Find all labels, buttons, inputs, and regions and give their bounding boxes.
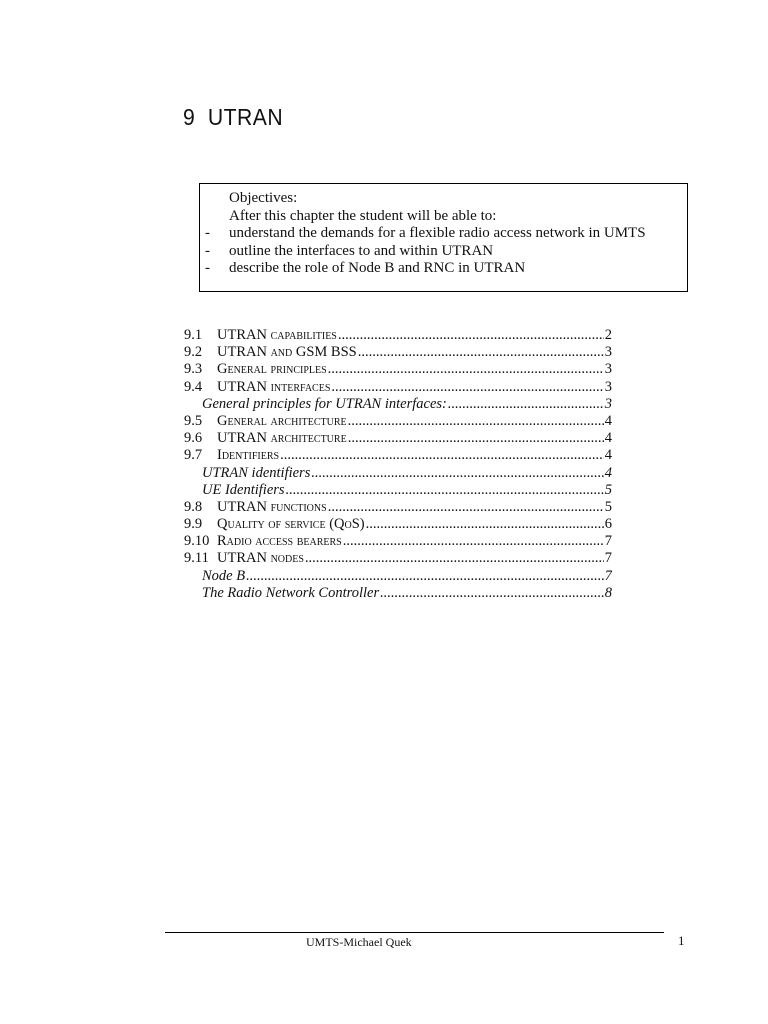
toc-entry[interactable] [184,413,612,430]
toc-entry[interactable] [184,568,612,585]
objectives-intro-line [200,208,687,226]
objectives-heading-line [200,190,687,208]
toc-entry-label: The Radio Network Controller [202,584,380,601]
toc-leader-dots [358,344,604,361]
toc-entry[interactable] [184,327,612,344]
toc-entry[interactable] [184,344,612,361]
toc-entry-page: 4 [604,447,612,464]
toc-entry[interactable] [184,499,612,516]
objectives-heading: Objectives: [229,190,298,206]
toc-entry-page: 5 [604,498,612,515]
footer-author: UMTS-Michael Quek [306,935,412,949]
toc-entry-label: UTRAN architecture [217,430,347,447]
toc-entry-number: 9.8 [184,498,203,515]
toc-entry-page: 5 [604,481,612,498]
toc-entry-number: 9.9 [184,516,203,533]
objectives-box [199,183,688,292]
toc-entry[interactable] [184,447,612,464]
toc-entry-page: 7 [604,550,612,567]
toc-leader-dots [366,516,604,533]
toc-entry-label: Node B [202,567,246,584]
toc-entry-page: 6 [604,516,612,533]
objective-text: describe the role of Node B and RNC in UTRAN [229,260,526,276]
toc-entry-page: 2 [604,327,612,343]
page-number: 1 [678,933,685,948]
chapter-number: 9 [183,104,196,130]
objective-bullet: - [205,260,210,276]
chapter-title [183,104,283,131]
objective-text: outline the interfaces to and within UTRAN [229,242,494,259]
toc-entry[interactable] [184,516,612,533]
toc-entry-label: Quality of service (QoS) [217,516,365,533]
toc-entry-page: 3 [604,395,612,412]
toc-entry-number: 9.2 [184,344,203,361]
toc-entry-label: UE Identifiers [202,481,285,498]
toc-entry-label: UTRAN capabilities [217,327,337,343]
toc-leader-dots [448,396,604,413]
toc-entry-page: 7 [604,567,612,584]
toc-entry-page: 8 [604,584,612,601]
toc-leader-dots [380,585,604,602]
toc-leader-dots [305,550,604,567]
toc-entry-number: 9.7 [184,447,203,464]
toc-entry-label: General principles [217,361,327,378]
chapter-name: UTRAN [207,104,284,130]
toc-entry-page: 4 [604,430,612,447]
objective-item [200,225,687,243]
toc-entry-number: 9.11 [184,550,209,567]
toc-entry-number: 9.4 [184,378,203,395]
toc-entry[interactable] [184,533,612,550]
toc-leader-dots [348,430,604,447]
toc-entry-page: 4 [604,412,612,429]
objectives-intro: After this chapter the student will be able to: [229,207,497,224]
objective-bullet: - [205,225,210,241]
toc-entry-label: UTRAN functions [217,498,327,515]
toc-entry-page: 4 [604,464,612,481]
toc-entry[interactable] [184,482,612,499]
objective-text: understand the demands for a flexible radio access network in UMTS [229,225,646,241]
objective-bullet: - [205,242,210,259]
toc-entry-label: General architecture [217,412,347,429]
toc-entry-number: 9.3 [184,361,203,378]
toc-entry-page: 7 [604,533,612,550]
toc-leader-dots [328,499,604,516]
toc-entry-label: General principles for UTRAN interfaces: [202,395,447,412]
toc-entry-label: UTRAN identifiers [202,464,311,481]
objective-item [200,260,687,278]
toc-entry-number: 9.10 [184,533,210,550]
toc-entry[interactable] [184,379,612,396]
toc-leader-dots [328,361,604,378]
toc-entry-number: 9.6 [184,430,203,447]
toc-entry[interactable] [184,396,612,413]
toc-entry-label: UTRAN nodes [217,550,304,567]
toc-entry-label: Radio access bearers [217,533,342,550]
toc-leader-dots [348,413,604,430]
toc-entry[interactable] [184,361,612,378]
objective-item [200,243,687,261]
toc-entry-page: 3 [604,344,612,361]
toc-entry-label: Identifiers [217,447,280,464]
toc-entry-page: 3 [604,361,612,378]
toc-entry-label: UTRAN and GSM BSS [217,344,357,361]
toc-leader-dots [246,568,604,585]
footer-divider [165,932,664,933]
toc-entry-label: UTRAN interfaces [217,378,331,395]
toc-entry[interactable] [184,430,612,447]
toc-entry[interactable] [184,465,612,482]
table-of-contents [184,327,612,602]
toc-leader-dots [311,465,603,482]
toc-entry[interactable] [184,585,612,602]
toc-entry-number: 9.5 [184,412,203,429]
toc-entry-number: 9.1 [184,327,203,343]
toc-leader-dots [343,533,604,550]
toc-leader-dots [280,447,604,464]
toc-leader-dots [331,379,603,396]
toc-leader-dots [338,327,604,344]
toc-entry-page: 3 [604,378,612,395]
toc-leader-dots [286,482,604,499]
toc-entry[interactable] [184,550,612,567]
